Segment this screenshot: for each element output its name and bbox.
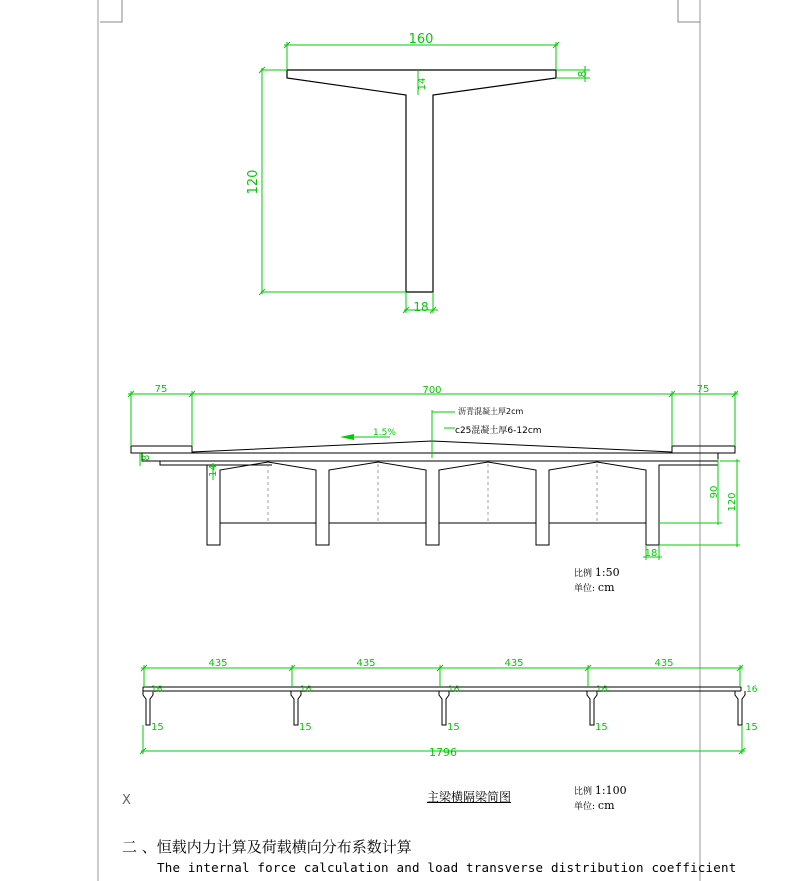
cs-dim-left: 75 [154,384,168,395]
cs-scale-value: 1:50 [594,566,620,579]
long-unit-value: cm [597,799,615,812]
cs-slope: 1.5% [373,428,396,438]
long-top-label-2: 16 [300,685,312,695]
long-top-label-1: 16 [151,685,163,695]
tbeam-dim-web: 18 [413,300,429,314]
long-span-3: 435 [504,658,524,669]
cs-scale-block [574,566,620,596]
long-span-1: 435 [208,658,228,669]
long-bottom-label-5: 15 [745,722,758,733]
cs-dim-90: 90 [709,485,720,499]
cs-scale-label: 比例 [574,569,593,579]
long-scale-block [574,784,627,814]
drawing-caption: 主梁横隔梁简图 [427,790,512,804]
long-top-label-3: 16 [448,685,460,695]
cs-unit-value: cm [597,581,615,594]
cs-unit-label: 单位: [574,584,596,594]
tbeam-dim-flange-edge: 8 [576,70,589,78]
long-span-2: 435 [356,658,376,669]
cs-dim-flange: 14 [208,464,219,477]
long-scale-label: 比例 [574,787,593,797]
long-span-4: 435 [654,658,674,669]
long-dim-total: 1796 [429,746,457,759]
long-unit-label: 单位: [574,802,596,812]
header-corner-right [678,0,700,22]
cs-dim-web: 18 [644,548,658,559]
tbeam-dim-height: 120 [246,169,261,195]
long-bottom-label-1: 15 [151,722,164,733]
long-bottom-label-3: 15 [447,722,460,733]
long-top-label-5: 16 [746,685,758,695]
cs-dim-mid: 700 [422,385,442,396]
cs-note-concrete: c25混凝土厚6-12cm [455,426,542,436]
tbeam-section [287,70,556,292]
long-bottom-label-4: 15 [595,722,608,733]
section-english: The internal force calculation and load transverse distribution coefficient [157,860,737,875]
long-bottom-label-2: 15 [299,722,312,733]
cs-dim-curb: 8 [141,454,152,461]
long-top-label-4: 16 [596,685,608,695]
cs-dim-120: 120 [727,492,738,512]
section-heading: 二 、恒载内力计算及荷载横向分布系数计算 [122,838,412,856]
cs-note-pavement: 沥青混凝土厚2cm [458,407,524,416]
long-scale-value: 1:100 [594,784,627,797]
bridge-centerlines [268,464,597,523]
header-corner-left [100,0,122,22]
longitudinal-section [143,687,745,725]
tbeam-dim-top-width: 160 [408,32,434,47]
tbeam-dim-flange-root: 14 [417,77,428,91]
bridge-cross-section [131,441,735,545]
cs-dim-right: 75 [696,384,710,395]
body-marker: X [122,793,131,808]
